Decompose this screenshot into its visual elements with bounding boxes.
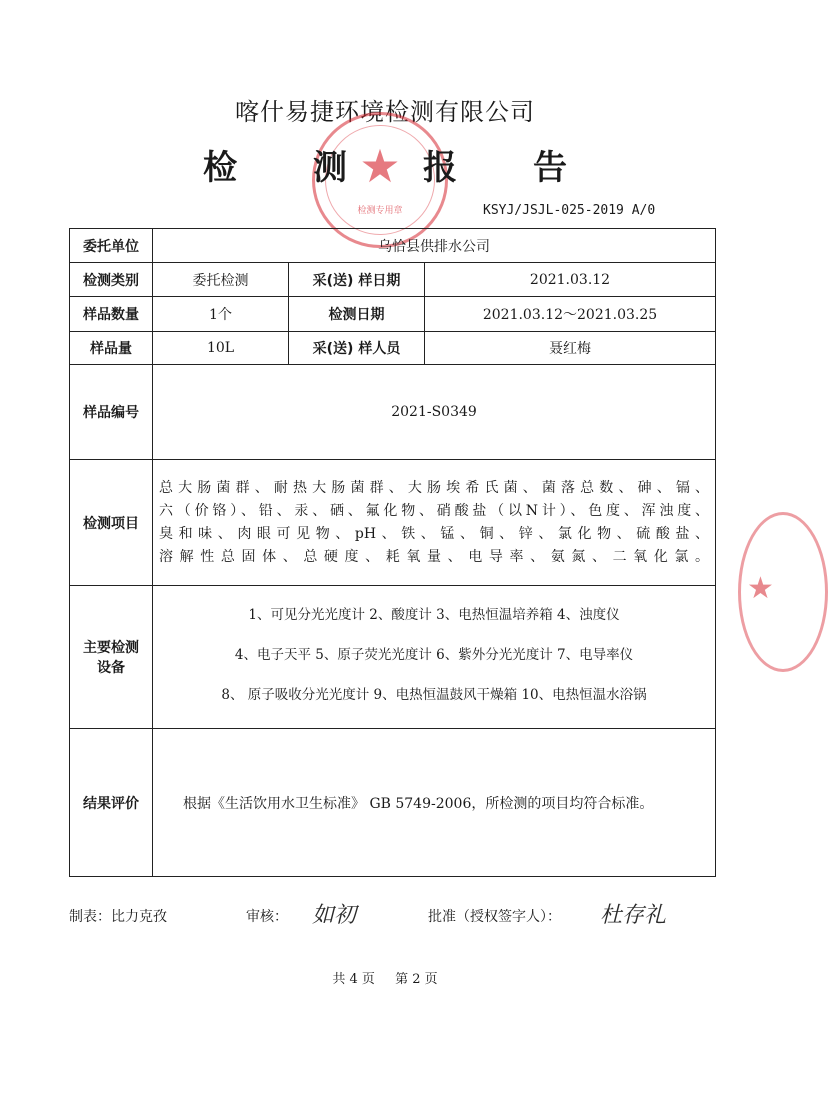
sampler-value: 聂红梅 xyxy=(425,332,716,365)
sample-no-value: 2021-S0349 xyxy=(153,365,716,460)
row-sample-no xyxy=(70,365,716,460)
sample-date-label: 采(送) 样日期 xyxy=(289,263,425,297)
row-client xyxy=(70,229,716,263)
items-line: 溶解性总固体、总硬度、耗氧量、电导率、氨氮、二氧化氯。 xyxy=(159,548,710,565)
client-value: 乌恰县供排水公司 xyxy=(153,229,716,263)
equipment-value xyxy=(153,586,716,729)
items-line: 总大肠菌群、耐热大肠菌群、大肠埃希氏菌、菌落总数、砷、镉、 xyxy=(159,479,710,496)
row-quantity xyxy=(70,297,716,332)
items-value xyxy=(153,460,716,586)
row-amount xyxy=(70,332,716,365)
report-title xyxy=(0,139,770,193)
approve-signature: 杜存礼 xyxy=(600,903,667,928)
title-char: 报 xyxy=(423,148,457,188)
page-current: 第 2 页 xyxy=(395,972,438,987)
sample-date-value: 2021.03.12 xyxy=(425,263,716,297)
prepared-by: 制表：比力克孜 xyxy=(69,909,167,925)
equipment-line: 1、可见分光光度计 2、酸度计 3、电热恒温培养箱 4、浊度仪 xyxy=(248,607,620,623)
company-name: 喀什易捷环境检测有限公司 xyxy=(235,98,535,126)
review-signature: 如初 xyxy=(312,903,357,928)
equipment-line: 8、 原子吸收分光光度计 9、电热恒温鼓风干燥箱 10、电热恒温水浴锅 xyxy=(221,687,647,703)
approve-label: 批准（授权签字人）： xyxy=(428,909,561,925)
side-seal xyxy=(738,512,828,672)
row-result xyxy=(70,729,716,877)
sample-qty-value: 1个 xyxy=(153,297,289,332)
seal-text: 检测专用章 xyxy=(357,206,403,216)
client-label: 委托单位 xyxy=(70,229,153,263)
test-type-value: 委托检测 xyxy=(153,263,289,297)
equipment-label-line: 设备 xyxy=(97,660,125,676)
test-date-label: 检测日期 xyxy=(289,297,425,332)
equipment-label-line: 主要检测 xyxy=(83,640,139,656)
items-line: 臭和味、肉眼可见物、pH、铁、锰、铜、锌、氯化物、硫酸盐、 xyxy=(159,525,710,542)
sample-amount-label: 样品量 xyxy=(70,332,153,365)
sample-qty-label: 样品数量 xyxy=(70,297,153,332)
result-label: 结果评价 xyxy=(70,729,153,877)
row-equipment xyxy=(70,586,716,729)
report-table xyxy=(69,228,716,877)
items-line: 六（价铬）、铅、汞、硒、氟化物、硝酸盐（以N计）、色度、浑浊度、 xyxy=(159,502,710,519)
result-value: 根据《生活饮用水卫生标准》 GB 5749-2006，所检测的项目均符合标准。 xyxy=(153,729,716,877)
title-char: 检 xyxy=(203,148,237,188)
title-char: 告 xyxy=(533,148,567,188)
page-total: 共 4 页 xyxy=(332,972,375,987)
equipment-line: 4、电子天平 5、原子荧光光度计 6、紫外分光光度计 7、电导率仪 xyxy=(234,647,634,663)
review-label: 审核： xyxy=(246,909,288,925)
sample-no-label: 样品编号 xyxy=(70,365,153,460)
seal-star-icon: ★ xyxy=(359,139,401,193)
page-indicator xyxy=(0,968,770,987)
test-type-label: 检测类别 xyxy=(70,263,153,297)
document-number: KSYJ/JSJL-025-2019 A/0 xyxy=(483,203,656,218)
items-label: 检测项目 xyxy=(70,460,153,586)
equipment-label xyxy=(70,586,153,729)
sample-amount-value: 10L xyxy=(153,332,289,365)
row-type xyxy=(70,263,716,297)
side-seal-star-icon: ★ xyxy=(747,571,774,606)
row-items xyxy=(70,460,716,586)
title-char: 测 xyxy=(313,148,347,188)
sampler-label: 采(送) 样人员 xyxy=(289,332,425,365)
test-date-value: 2021.03.12～2021.03.25 xyxy=(425,297,716,332)
